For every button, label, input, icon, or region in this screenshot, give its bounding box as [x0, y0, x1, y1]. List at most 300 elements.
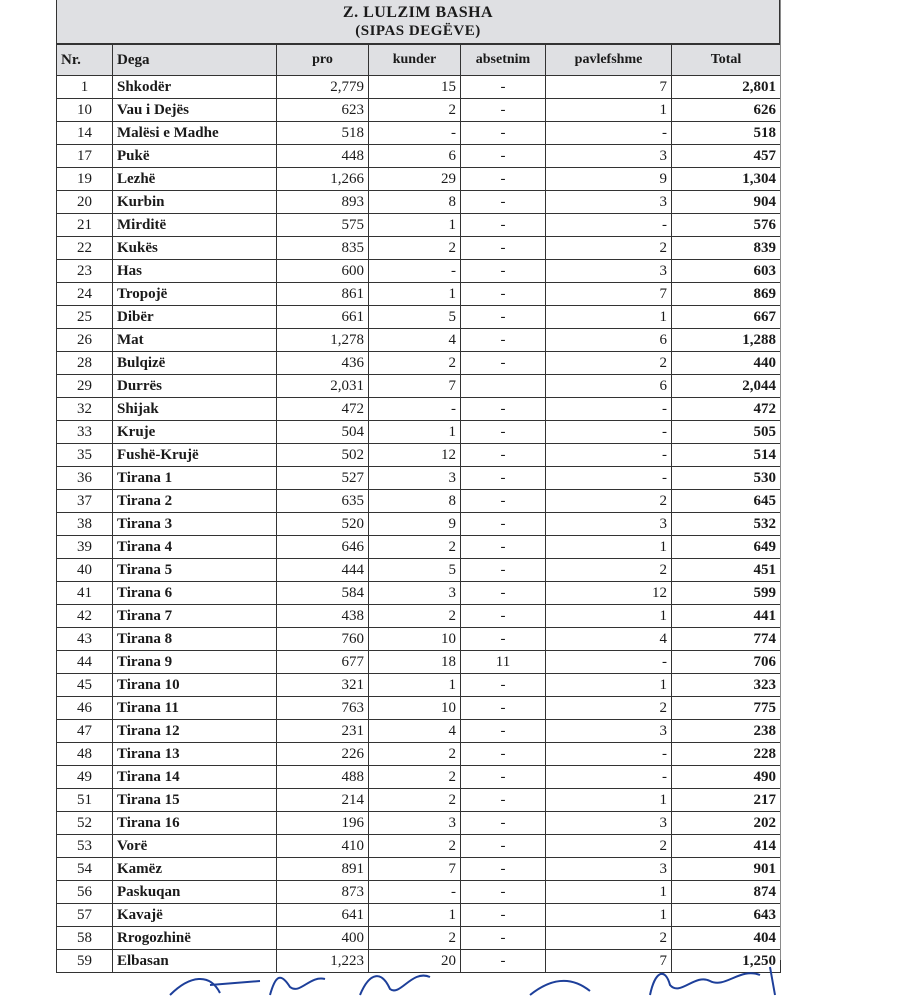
- cell-abstenim: -: [461, 329, 546, 352]
- cell-total: 1,304: [672, 168, 781, 191]
- cell-abstenim: -: [461, 743, 546, 766]
- cell-dega: Tirana 11: [113, 697, 277, 720]
- cell-total: 626: [672, 99, 781, 122]
- cell-dega: Tirana 6: [113, 582, 277, 605]
- cell-total: 1,288: [672, 329, 781, 352]
- cell-nr: 14: [57, 122, 113, 145]
- cell-kunder: 2: [369, 536, 461, 559]
- cell-pavlefshme: 1: [546, 306, 672, 329]
- cell-pavlefshme: 12: [546, 582, 672, 605]
- header-pavlefshme: pavlefshme: [546, 45, 672, 76]
- cell-kunder: 3: [369, 582, 461, 605]
- cell-nr: 44: [57, 651, 113, 674]
- cell-kunder: 20: [369, 950, 461, 973]
- table-row: [57, 628, 781, 651]
- cell-kunder: 12: [369, 444, 461, 467]
- cell-nr: 56: [57, 881, 113, 904]
- cell-dega: Tirana 16: [113, 812, 277, 835]
- cell-kunder: 4: [369, 720, 461, 743]
- cell-dega: Paskuqan: [113, 881, 277, 904]
- table-row: [57, 927, 781, 950]
- cell-nr: 52: [57, 812, 113, 835]
- cell-pro: 646: [277, 536, 369, 559]
- cell-pro: 584: [277, 582, 369, 605]
- cell-pro: 677: [277, 651, 369, 674]
- cell-dega: Malësi e Madhe: [113, 122, 277, 145]
- cell-pro: 502: [277, 444, 369, 467]
- table-row: [57, 789, 781, 812]
- cell-kunder: 4: [369, 329, 461, 352]
- cell-dega: Mat: [113, 329, 277, 352]
- cell-pro: 527: [277, 467, 369, 490]
- cell-total: 904: [672, 191, 781, 214]
- cell-total: 839: [672, 237, 781, 260]
- cell-nr: 29: [57, 375, 113, 398]
- cell-dega: Dibër: [113, 306, 277, 329]
- cell-pavlefshme: 2: [546, 352, 672, 375]
- cell-total: 505: [672, 421, 781, 444]
- cell-kunder: 2: [369, 352, 461, 375]
- cell-total: 228: [672, 743, 781, 766]
- cell-abstenim: -: [461, 582, 546, 605]
- cell-pavlefshme: 4: [546, 628, 672, 651]
- cell-nr: 23: [57, 260, 113, 283]
- cell-abstenim: -: [461, 490, 546, 513]
- cell-nr: 42: [57, 605, 113, 628]
- cell-kunder: 3: [369, 467, 461, 490]
- cell-dega: Bulqizë: [113, 352, 277, 375]
- cell-nr: 17: [57, 145, 113, 168]
- cell-dega: Mirditë: [113, 214, 277, 237]
- cell-pavlefshme: -: [546, 398, 672, 421]
- cell-pro: 861: [277, 283, 369, 306]
- cell-kunder: 2: [369, 99, 461, 122]
- cell-kunder: 7: [369, 375, 461, 398]
- cell-total: 667: [672, 306, 781, 329]
- table-body: [57, 76, 781, 973]
- cell-kunder: 1: [369, 904, 461, 927]
- cell-pavlefshme: 1: [546, 536, 672, 559]
- cell-pavlefshme: 9: [546, 168, 672, 191]
- table-row: [57, 99, 781, 122]
- cell-pro: 600: [277, 260, 369, 283]
- cell-dega: Tirana 14: [113, 766, 277, 789]
- cell-total: 645: [672, 490, 781, 513]
- cell-dega: Lezhë: [113, 168, 277, 191]
- cell-pro: 518: [277, 122, 369, 145]
- cell-kunder: 5: [369, 559, 461, 582]
- cell-kunder: 2: [369, 789, 461, 812]
- table-row: [57, 214, 781, 237]
- cell-nr: 35: [57, 444, 113, 467]
- cell-total: 775: [672, 697, 781, 720]
- cell-abstenim: -: [461, 835, 546, 858]
- cell-abstenim: -: [461, 605, 546, 628]
- cell-dega: Shkodër: [113, 76, 277, 99]
- cell-abstenim: -: [461, 237, 546, 260]
- cell-kunder: 1: [369, 283, 461, 306]
- cell-pavlefshme: -: [546, 444, 672, 467]
- cell-abstenim: -: [461, 352, 546, 375]
- handwritten-signature: [150, 965, 810, 997]
- cell-kunder: -: [369, 881, 461, 904]
- cell-abstenim: -: [461, 145, 546, 168]
- cell-dega: Shijak: [113, 398, 277, 421]
- cell-dega: Kavajë: [113, 904, 277, 927]
- cell-total: 901: [672, 858, 781, 881]
- cell-total: 451: [672, 559, 781, 582]
- cell-pavlefshme: 2: [546, 237, 672, 260]
- header-pro: pro: [277, 45, 369, 76]
- cell-pro: 196: [277, 812, 369, 835]
- cell-pavlefshme: 7: [546, 76, 672, 99]
- table-row: [57, 559, 781, 582]
- cell-total: 518: [672, 122, 781, 145]
- cell-kunder: -: [369, 122, 461, 145]
- cell-pavlefshme: 1: [546, 99, 672, 122]
- cell-nr: 38: [57, 513, 113, 536]
- cell-pro: 488: [277, 766, 369, 789]
- cell-abstenim: -: [461, 421, 546, 444]
- cell-kunder: 3: [369, 812, 461, 835]
- cell-pro: 231: [277, 720, 369, 743]
- cell-kunder: -: [369, 260, 461, 283]
- table-row: [57, 513, 781, 536]
- table-title-box: [56, 0, 780, 44]
- cell-abstenim: -: [461, 536, 546, 559]
- cell-kunder: 2: [369, 835, 461, 858]
- cell-total: 217: [672, 789, 781, 812]
- page-edge-line: [780, 0, 781, 960]
- cell-total: 490: [672, 766, 781, 789]
- cell-nr: 33: [57, 421, 113, 444]
- cell-nr: 20: [57, 191, 113, 214]
- cell-kunder: 1: [369, 214, 461, 237]
- cell-dega: Tirana 12: [113, 720, 277, 743]
- cell-abstenim: -: [461, 76, 546, 99]
- cell-nr: 57: [57, 904, 113, 927]
- cell-pavlefshme: 7: [546, 950, 672, 973]
- table-row: [57, 375, 781, 398]
- cell-pro: 410: [277, 835, 369, 858]
- cell-dega: Vorë: [113, 835, 277, 858]
- cell-pro: 661: [277, 306, 369, 329]
- cell-abstenim: [461, 375, 546, 398]
- cell-kunder: 2: [369, 743, 461, 766]
- cell-dega: Kukës: [113, 237, 277, 260]
- cell-pro: 472: [277, 398, 369, 421]
- table-row: [57, 720, 781, 743]
- table-row: [57, 835, 781, 858]
- cell-total: 441: [672, 605, 781, 628]
- table-row: [57, 766, 781, 789]
- cell-pro: 504: [277, 421, 369, 444]
- cell-abstenim: -: [461, 444, 546, 467]
- cell-total: 457: [672, 145, 781, 168]
- cell-nr: 21: [57, 214, 113, 237]
- cell-pro: 763: [277, 697, 369, 720]
- cell-pavlefshme: 3: [546, 191, 672, 214]
- table-row: [57, 743, 781, 766]
- table-row: [57, 352, 781, 375]
- cell-dega: Tirana 13: [113, 743, 277, 766]
- cell-dega: Tirana 9: [113, 651, 277, 674]
- cell-total: 404: [672, 927, 781, 950]
- cell-dega: Tirana 3: [113, 513, 277, 536]
- cell-pavlefshme: -: [546, 766, 672, 789]
- header-total: Total: [672, 45, 781, 76]
- cell-kunder: 2: [369, 605, 461, 628]
- table-row: [57, 145, 781, 168]
- cell-kunder: 1: [369, 674, 461, 697]
- table-row: [57, 191, 781, 214]
- table-row: [57, 421, 781, 444]
- cell-nr: 1: [57, 76, 113, 99]
- cell-total: 649: [672, 536, 781, 559]
- cell-pavlefshme: 2: [546, 490, 672, 513]
- cell-nr: 43: [57, 628, 113, 651]
- cell-dega: Kurbin: [113, 191, 277, 214]
- table-row: [57, 605, 781, 628]
- cell-nr: 58: [57, 927, 113, 950]
- cell-abstenim: -: [461, 628, 546, 651]
- cell-pavlefshme: -: [546, 467, 672, 490]
- table-row: [57, 260, 781, 283]
- cell-pro: 400: [277, 927, 369, 950]
- cell-pro: 575: [277, 214, 369, 237]
- table-row: [57, 283, 781, 306]
- cell-nr: 25: [57, 306, 113, 329]
- votes-table: [56, 44, 781, 973]
- cell-dega: Rrogozhinë: [113, 927, 277, 950]
- cell-total: 532: [672, 513, 781, 536]
- cell-total: 323: [672, 674, 781, 697]
- cell-kunder: 15: [369, 76, 461, 99]
- cell-pavlefshme: 2: [546, 559, 672, 582]
- header-dega: Dega: [113, 45, 277, 76]
- cell-total: 774: [672, 628, 781, 651]
- cell-dega: Tirana 8: [113, 628, 277, 651]
- cell-nr: 54: [57, 858, 113, 881]
- cell-pavlefshme: 6: [546, 375, 672, 398]
- cell-dega: Tirana 5: [113, 559, 277, 582]
- table-row: [57, 122, 781, 145]
- cell-kunder: 5: [369, 306, 461, 329]
- cell-abstenim: -: [461, 950, 546, 973]
- cell-pro: 2,031: [277, 375, 369, 398]
- cell-pro: 520: [277, 513, 369, 536]
- cell-pro: 891: [277, 858, 369, 881]
- cell-pro: 444: [277, 559, 369, 582]
- cell-total: 238: [672, 720, 781, 743]
- cell-pavlefshme: 6: [546, 329, 672, 352]
- cell-kunder: 10: [369, 697, 461, 720]
- cell-abstenim: -: [461, 674, 546, 697]
- cell-dega: Tirana 15: [113, 789, 277, 812]
- cell-kunder: 2: [369, 766, 461, 789]
- cell-total: 599: [672, 582, 781, 605]
- cell-pavlefshme: 7: [546, 283, 672, 306]
- cell-abstenim: -: [461, 697, 546, 720]
- cell-pavlefshme: 2: [546, 927, 672, 950]
- cell-nr: 24: [57, 283, 113, 306]
- cell-dega: Durrës: [113, 375, 277, 398]
- cell-nr: 45: [57, 674, 113, 697]
- cell-kunder: 8: [369, 490, 461, 513]
- cell-pro: 438: [277, 605, 369, 628]
- table-row: [57, 168, 781, 191]
- cell-pro: 1,266: [277, 168, 369, 191]
- cell-nr: 49: [57, 766, 113, 789]
- cell-total: 603: [672, 260, 781, 283]
- cell-pavlefshme: 2: [546, 697, 672, 720]
- cell-dega: Kamëz: [113, 858, 277, 881]
- cell-pavlefshme: 1: [546, 881, 672, 904]
- cell-kunder: 1: [369, 421, 461, 444]
- cell-total: 472: [672, 398, 781, 421]
- cell-nr: 10: [57, 99, 113, 122]
- cell-dega: Fushë-Krujë: [113, 444, 277, 467]
- cell-abstenim: -: [461, 858, 546, 881]
- cell-abstenim: -: [461, 812, 546, 835]
- table-row: [57, 881, 781, 904]
- cell-nr: 28: [57, 352, 113, 375]
- table-row: [57, 812, 781, 835]
- cell-total: 706: [672, 651, 781, 674]
- cell-total: 202: [672, 812, 781, 835]
- cell-nr: 32: [57, 398, 113, 421]
- cell-abstenim: -: [461, 720, 546, 743]
- cell-abstenim: -: [461, 513, 546, 536]
- cell-total: 643: [672, 904, 781, 927]
- cell-abstenim: -: [461, 881, 546, 904]
- cell-abstenim: -: [461, 398, 546, 421]
- cell-dega: Kruje: [113, 421, 277, 444]
- cell-total: 2,801: [672, 76, 781, 99]
- cell-pro: 1,223: [277, 950, 369, 973]
- cell-dega: Tirana 1: [113, 467, 277, 490]
- cell-pavlefshme: 3: [546, 260, 672, 283]
- cell-dega: Pukë: [113, 145, 277, 168]
- table-row: [57, 237, 781, 260]
- cell-pavlefshme: 2: [546, 835, 672, 858]
- cell-pavlefshme: 3: [546, 513, 672, 536]
- cell-kunder: 8: [369, 191, 461, 214]
- cell-dega: Tirana 2: [113, 490, 277, 513]
- cell-abstenim: -: [461, 260, 546, 283]
- table-row: [57, 76, 781, 99]
- cell-nr: 47: [57, 720, 113, 743]
- cell-pavlefshme: 3: [546, 858, 672, 881]
- cell-dega: Has: [113, 260, 277, 283]
- cell-pavlefshme: -: [546, 743, 672, 766]
- cell-pro: 2,779: [277, 76, 369, 99]
- cell-nr: 39: [57, 536, 113, 559]
- cell-pro: 635: [277, 490, 369, 513]
- cell-kunder: 6: [369, 145, 461, 168]
- cell-dega: Tirana 4: [113, 536, 277, 559]
- cell-abstenim: -: [461, 191, 546, 214]
- header-nr: Nr.: [57, 45, 113, 76]
- cell-pavlefshme: 3: [546, 812, 672, 835]
- cell-pavlefshme: -: [546, 651, 672, 674]
- cell-pavlefshme: -: [546, 214, 672, 237]
- cell-pro: 835: [277, 237, 369, 260]
- cell-pro: 760: [277, 628, 369, 651]
- cell-abstenim: -: [461, 927, 546, 950]
- cell-total: 414: [672, 835, 781, 858]
- table-row: [57, 444, 781, 467]
- cell-abstenim: -: [461, 789, 546, 812]
- table-header-row: [57, 45, 781, 76]
- cell-pavlefshme: 3: [546, 720, 672, 743]
- cell-nr: 37: [57, 490, 113, 513]
- cell-pro: 436: [277, 352, 369, 375]
- cell-nr: 51: [57, 789, 113, 812]
- cell-abstenim: -: [461, 467, 546, 490]
- cell-total: 869: [672, 283, 781, 306]
- cell-pro: 321: [277, 674, 369, 697]
- cell-total: 514: [672, 444, 781, 467]
- cell-kunder: 2: [369, 237, 461, 260]
- cell-pro: 1,278: [277, 329, 369, 352]
- cell-nr: 53: [57, 835, 113, 858]
- cell-abstenim: -: [461, 168, 546, 191]
- cell-kunder: 10: [369, 628, 461, 651]
- cell-pro: 448: [277, 145, 369, 168]
- cell-kunder: 9: [369, 513, 461, 536]
- table-row: [57, 674, 781, 697]
- cell-dega: Elbasan: [113, 950, 277, 973]
- table-row: [57, 490, 781, 513]
- table-title: Z. LULZIM BASHA: [342, 4, 494, 21]
- cell-pro: 873: [277, 881, 369, 904]
- cell-total: 440: [672, 352, 781, 375]
- cell-abstenim: -: [461, 306, 546, 329]
- cell-abstenim: -: [461, 283, 546, 306]
- header-kunder: kunder: [369, 45, 461, 76]
- cell-abstenim: -: [461, 904, 546, 927]
- cell-nr: 40: [57, 559, 113, 582]
- cell-total: 530: [672, 467, 781, 490]
- cell-dega: Vau i Dejës: [113, 99, 277, 122]
- cell-pavlefshme: 3: [546, 145, 672, 168]
- table-row: [57, 467, 781, 490]
- cell-pavlefshme: 1: [546, 789, 672, 812]
- cell-abstenim: -: [461, 766, 546, 789]
- cell-pavlefshme: -: [546, 421, 672, 444]
- cell-kunder: 7: [369, 858, 461, 881]
- cell-nr: 48: [57, 743, 113, 766]
- cell-pavlefshme: 1: [546, 605, 672, 628]
- cell-pro: 893: [277, 191, 369, 214]
- cell-dega: Tirana 7: [113, 605, 277, 628]
- cell-dega: Tirana 10: [113, 674, 277, 697]
- cell-total: 576: [672, 214, 781, 237]
- table-row: [57, 329, 781, 352]
- table-row: [57, 306, 781, 329]
- header-abstenim: absetnim: [461, 45, 546, 76]
- cell-total: 1,250: [672, 950, 781, 973]
- cell-pavlefshme: 1: [546, 674, 672, 697]
- cell-pro: 623: [277, 99, 369, 122]
- cell-nr: 46: [57, 697, 113, 720]
- cell-nr: 36: [57, 467, 113, 490]
- cell-dega: Tropojë: [113, 283, 277, 306]
- cell-nr: 22: [57, 237, 113, 260]
- cell-kunder: 2: [369, 927, 461, 950]
- cell-kunder: -: [369, 398, 461, 421]
